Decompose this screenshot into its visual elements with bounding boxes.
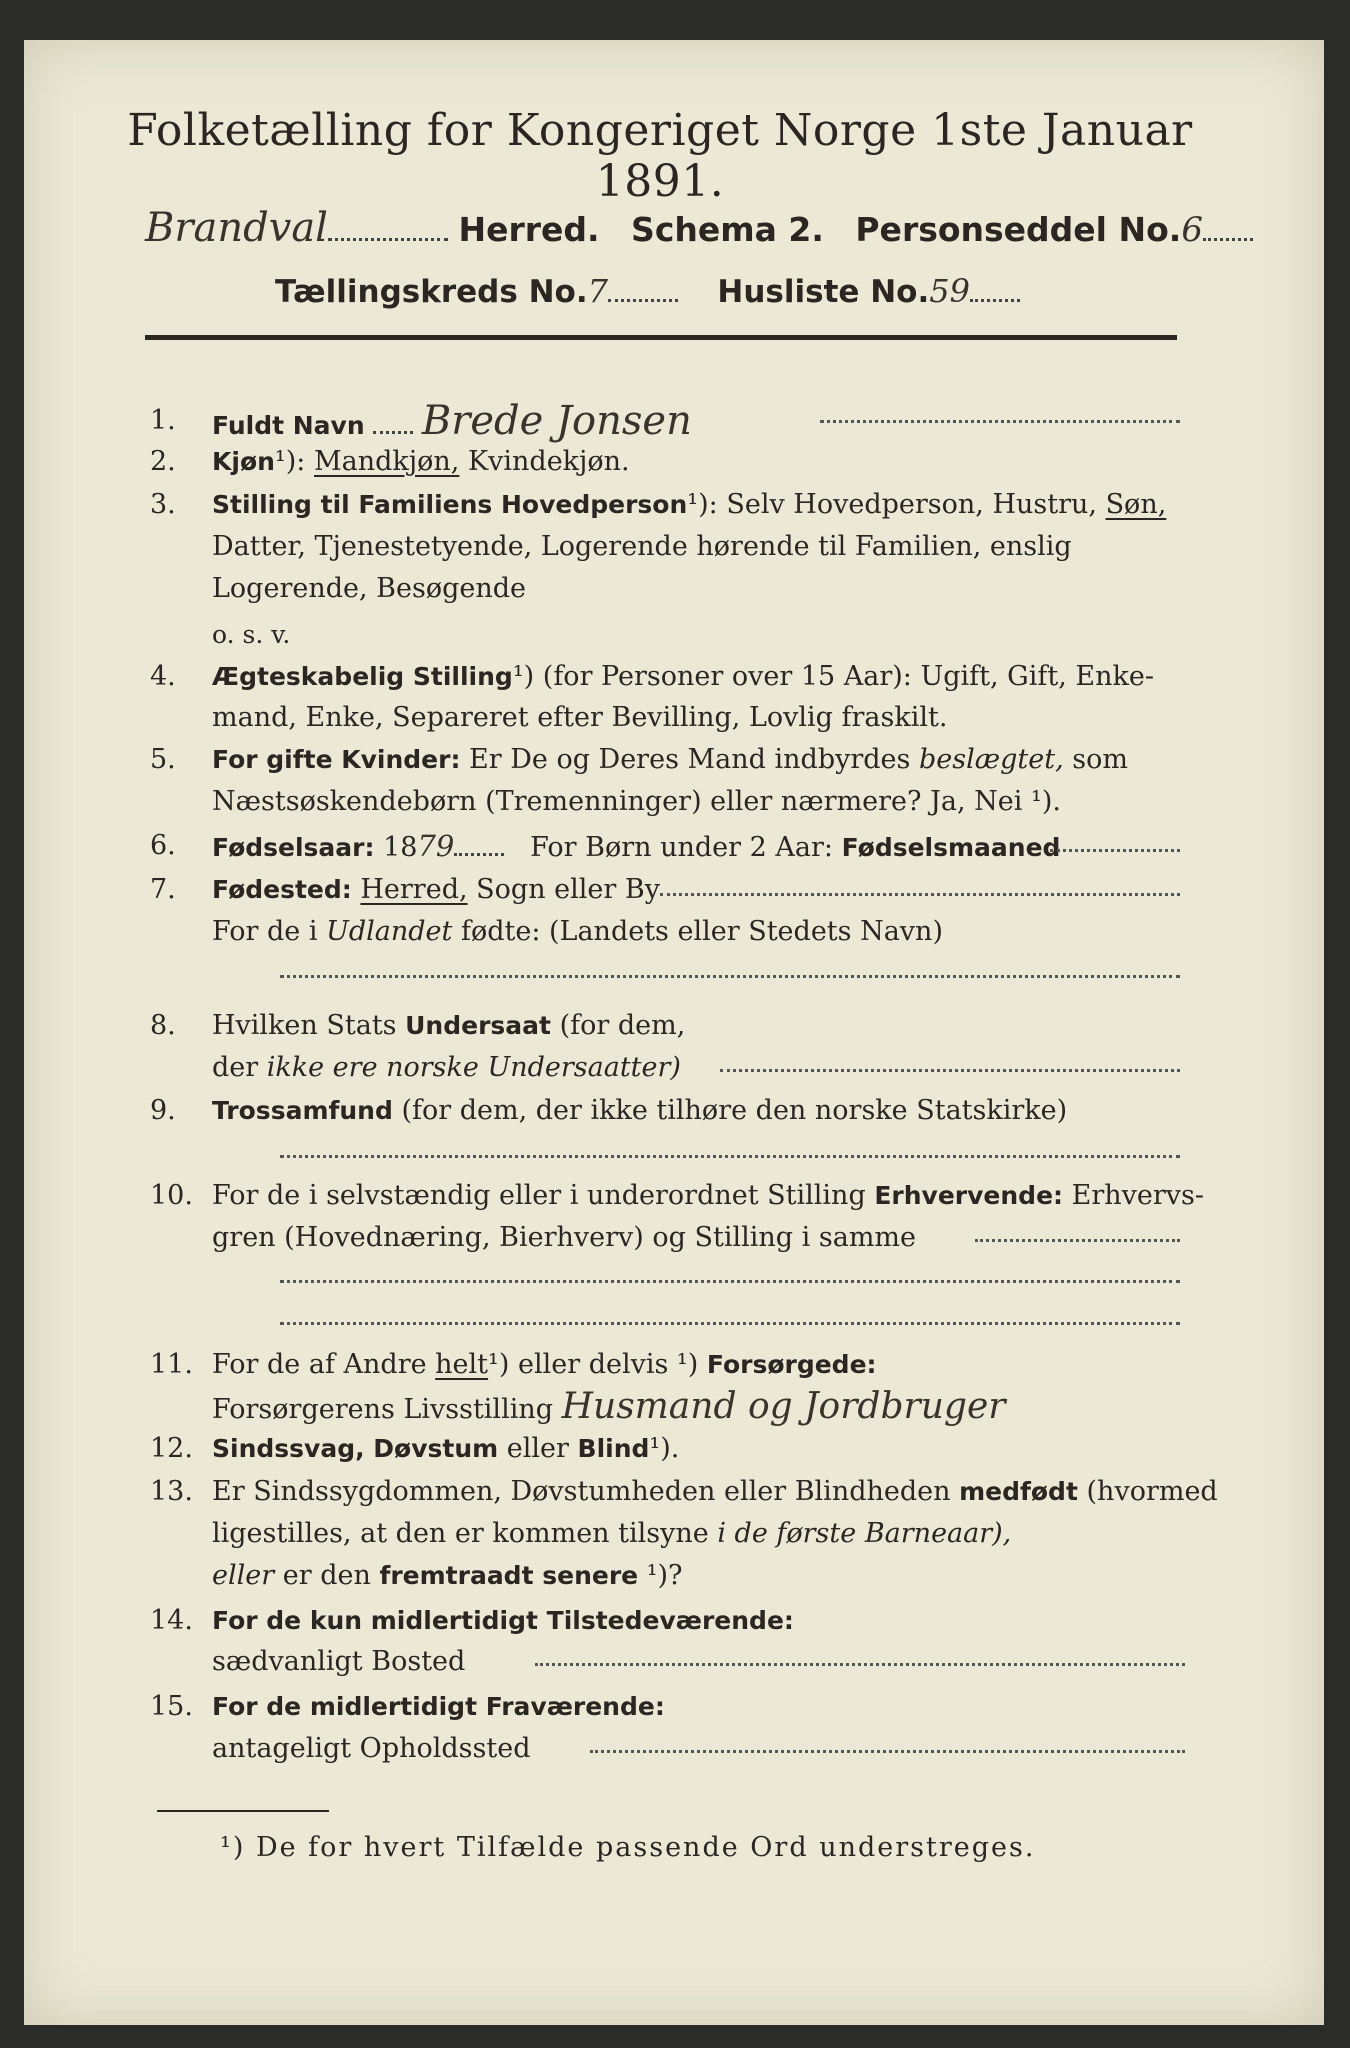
husliste-value: 59	[929, 272, 970, 310]
disability-label: Sindssvag, Døvstum	[212, 1434, 499, 1463]
married-women-som: som	[1072, 744, 1128, 775]
personseddel-value: 6	[1181, 210, 1203, 250]
item-number: 3.	[150, 489, 176, 520]
occupation-d: gren (Hovednæring, Bierhverv) og Stilling i samme	[212, 1222, 917, 1253]
item-number: 2.	[150, 446, 176, 477]
married-women-question: Er De og Deres Mand indbyrdes	[469, 744, 911, 775]
dotted-line	[280, 1280, 1180, 1283]
disability-or: eller	[506, 1433, 569, 1464]
item-number: 4.	[150, 661, 176, 692]
congenital-label: medfødt	[959, 1477, 1078, 1506]
marital-status-options: (for Personer over 15 Aar): Ugift, Gift, Enke-	[542, 661, 1154, 692]
birthplace-options: Sogn eller By	[476, 874, 660, 905]
item-number: 10.	[150, 1180, 193, 1211]
citizenship-d: der	[212, 1052, 259, 1083]
dotted-line	[660, 893, 1180, 896]
footnote-ref: ¹)	[512, 661, 535, 692]
birthplace-abroad-a: For de i	[212, 916, 318, 947]
citizenship-a: Hvilken Stats	[212, 1010, 397, 1041]
family-position-options-3: Logerende, Besøgende	[212, 573, 526, 604]
congenital-c: (hvormed	[1086, 1476, 1218, 1507]
dotted-line	[590, 1750, 1185, 1753]
form-title: Folketælling for Kongeriget Norge 1ste Januar 1891.	[127, 105, 1193, 207]
footnote-ref: ¹):	[687, 489, 718, 520]
dotted-fill	[970, 299, 1020, 302]
item-number: 11.	[150, 1349, 193, 1380]
citizenship-e: ikke ere norske Undersaatter)	[266, 1052, 681, 1083]
footnote-rule	[157, 1810, 329, 1812]
temporary-absent-label: For de midlertidigt Fraværende:	[212, 1692, 665, 1721]
footnote: ¹) De for hvert Tilfælde passende Ord understreges.	[220, 1832, 1036, 1863]
temporary-present-label: For de kun midlertidigt Tilstedeværende:	[212, 1606, 794, 1635]
item-number: 6.	[150, 830, 176, 861]
item-number: 1.	[150, 405, 176, 436]
item-number: 12.	[150, 1433, 193, 1464]
congenital-d: ligestilles, at den er kommen tilsyne	[212, 1518, 709, 1549]
item-number: 13.	[150, 1476, 193, 1507]
married-women-label: For gifte Kvinder:	[212, 745, 461, 774]
schema-label: Schema 2.	[631, 210, 824, 249]
birth-year-prefix: 18	[383, 832, 418, 863]
dotted-line	[280, 975, 1180, 978]
birthplace-abroad-b: Udlandet	[326, 916, 453, 947]
usual-residence-label: sædvanligt Bosted	[212, 1646, 466, 1677]
congenital-f: eller	[212, 1560, 275, 1591]
congenital-a: Er Sindssygdommen, Døvstumheden eller Blindheden	[212, 1476, 951, 1507]
dotted-line	[820, 420, 1180, 423]
dotted-line	[280, 1322, 1180, 1325]
marital-status-options-2: mand, Enke, Separeret efter Bevilling, Lovlig fraskilt.	[212, 702, 948, 733]
birthplace-label: Fødested:	[212, 875, 352, 904]
item-number: 9.	[150, 1095, 176, 1126]
footnote-ref: ¹):	[274, 446, 306, 477]
header-line-herred	[145, 205, 1253, 251]
blind-label: Blind	[577, 1434, 650, 1463]
item-number: 7.	[150, 874, 176, 905]
birthplace-abroad-c: fødte: (Landets eller Stedets Navn)	[460, 916, 943, 947]
full-name-value: Brede Jonsen	[421, 398, 692, 444]
congenital-later-label: fremtraadt senere	[379, 1561, 639, 1590]
birth-month-label: Fødselsmaaned	[841, 833, 1061, 862]
dotted-fill	[1203, 238, 1253, 241]
husliste-label: Husliste No.	[717, 274, 930, 310]
congenital-e: i de første Barneaar),	[717, 1518, 1012, 1549]
item-number: 14.	[150, 1605, 193, 1636]
marital-status-label: Ægteskabelig Stilling	[212, 662, 513, 691]
supported-label: Forsørgede:	[706, 1350, 877, 1379]
citizenship-c: (for dem,	[559, 1010, 686, 1041]
item-number: 8.	[150, 1010, 176, 1041]
supported-c: ¹) eller delvis ¹)	[488, 1349, 699, 1380]
personseddel-label: Personseddel No.	[855, 210, 1182, 249]
occupation-a: For de i selvstændig eller i underordnet Stilling	[212, 1180, 866, 1211]
dotted-line	[280, 1155, 1180, 1158]
herred-label: Herred.	[458, 210, 600, 249]
full-name-label: Fuldt Navn	[212, 411, 365, 440]
dotted-line	[975, 1239, 1180, 1242]
religion-label: Trossamfund	[212, 1096, 393, 1125]
family-position-label: Stilling til Familiens Hovedperson	[212, 490, 688, 519]
family-position-options-2: Datter, Tjenestetyende, Logerende hørende til Familien, enslig	[212, 531, 1072, 562]
kreds-value: 7	[587, 272, 608, 310]
footnote-ref: ¹).	[649, 1433, 680, 1464]
family-position-etc: o. s. v.	[212, 620, 291, 649]
religion-text: (for dem, der ikke tilhøre den norske Statskirke)	[401, 1095, 1068, 1126]
birth-year-value: 79	[417, 829, 455, 863]
footnote-ref: ¹)?	[646, 1560, 683, 1591]
kreds-label: Tællingskreds No.	[275, 274, 588, 310]
citizenship-label: Undersaat	[405, 1011, 551, 1040]
dotted-fill	[608, 299, 678, 302]
sex-label: Kjøn	[212, 447, 275, 476]
dotted-line	[720, 1069, 1180, 1072]
item-number: 5.	[150, 744, 176, 775]
header-line-kreds	[275, 272, 1020, 310]
dotted-line	[535, 1663, 1185, 1666]
herred-value: Brandval	[145, 205, 328, 251]
family-position-options: Selv Hovedperson, Hustru,	[726, 489, 1097, 520]
under-2-label: For Børn under 2 Aar:	[530, 832, 833, 863]
birthplace-selected: Herred,	[360, 874, 468, 905]
dotted-fill	[328, 238, 448, 241]
married-women-question-2: Næstsøskendebørn (Tremenninger) eller nærmere? Ja, Nei ¹).	[212, 786, 1061, 817]
probable-residence-label: antageligt Opholdssted	[212, 1733, 531, 1764]
supporter-occupation-label: Forsørgerens Livsstilling	[212, 1394, 554, 1425]
family-position-selected: Søn,	[1105, 489, 1167, 520]
supported-selected: helt	[435, 1349, 489, 1380]
occupation-c: Erhvervs-	[1071, 1180, 1205, 1211]
occupation-label: Erhvervende:	[874, 1181, 1064, 1210]
supported-a: For de af Andre	[212, 1349, 427, 1380]
header-rule	[145, 335, 1177, 340]
supporter-occupation-value: Husmand og Jordbruger	[561, 1386, 1006, 1427]
dotted-line	[1050, 849, 1180, 852]
congenital-g: er den	[282, 1560, 371, 1591]
married-women-related: beslægtet,	[918, 744, 1064, 775]
sex-option-female: Kvindekjøn.	[467, 446, 630, 477]
sex-option-male: Mandkjøn,	[313, 446, 460, 477]
item-number: 15.	[150, 1691, 193, 1722]
birth-year-label: Fødselsaar:	[212, 833, 375, 862]
